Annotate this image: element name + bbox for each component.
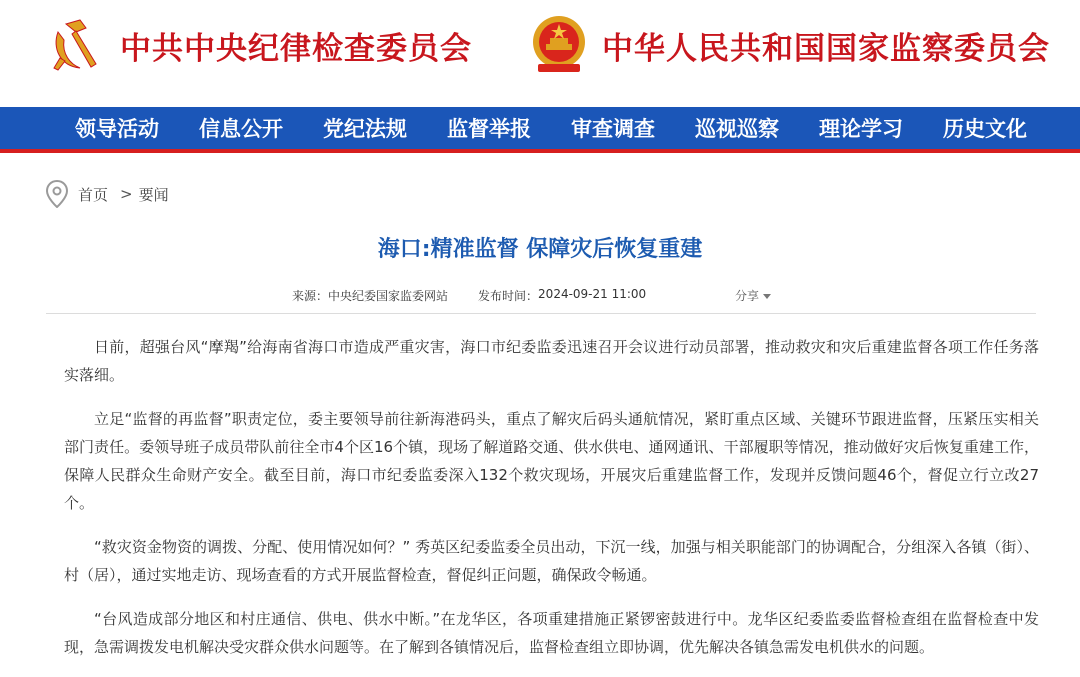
nav-item-history[interactable]: 历史文化 <box>943 116 1027 141</box>
chevron-down-icon <box>763 294 771 299</box>
nav-item-inspection[interactable]: 巡视巡察 <box>695 116 779 141</box>
nav-divider <box>0 149 1080 153</box>
nsc-name: 中华人民共和国国家监察委员会 <box>602 30 1050 67</box>
main-nav <box>0 107 1080 149</box>
share-label: 分享 <box>735 289 760 303</box>
article-title: 海口:精准监督 保障灾后恢复重建 <box>377 237 703 262</box>
breadcrumb <box>46 180 169 208</box>
nsc-logo[interactable] <box>528 14 1050 76</box>
publish-time-label: 发布时间： <box>478 289 539 303</box>
breadcrumb-news[interactable]: 要闻 <box>138 185 169 204</box>
ccdi-logo[interactable] <box>46 14 472 76</box>
article-paragraph: “台风造成部分地区和村庄通信、供电、供水中断。”在龙华区，各项重建措施正紧锣密鼓进行中。龙华区纪委监委监督检查组在监督检查中发现，急需调拨发电机解决受灾群众供水问题等。在了解到各镇情况后，监督检查组立即协调，优先解决各镇急需发电机供水的问题。 <box>64 610 1039 656</box>
source-value: 中央纪委国家监委网站 <box>328 289 449 303</box>
nav-item-leadership[interactable]: 领导活动 <box>75 116 159 141</box>
publish-time-value: 2024-09-21 11:00 <box>538 287 647 301</box>
national-emblem-icon <box>528 14 590 76</box>
source-label: 来源： <box>292 289 329 303</box>
ccdi-name: 中共中央纪律检查委员会 <box>120 30 472 67</box>
breadcrumb-home[interactable]: 首页 <box>78 185 109 204</box>
location-pin-icon <box>46 180 68 208</box>
nav-item-info-disclosure[interactable]: 信息公开 <box>199 116 283 141</box>
nav-item-investigation[interactable]: 审查调查 <box>571 116 655 141</box>
site-header <box>0 0 1080 107</box>
article-meta <box>292 287 646 304</box>
nav-item-theory[interactable]: 理论学习 <box>819 116 903 141</box>
meta-divider <box>46 313 1036 314</box>
article-paragraph: “救灾资金物资的调拨、分配、使用情况如何？” 秀英区纪委监委全员出动，下沉一线，加强与相关职能部门的协调配合，分组深入各镇（街）、村（居），通过实地走访、现场查看的方式开展监督检查，督促纠正问题，确保政令畅通。 <box>64 538 1039 584</box>
party-emblem-icon <box>46 14 108 76</box>
nav-item-report[interactable]: 监督举报 <box>447 116 531 141</box>
breadcrumb-separator: > <box>120 185 133 203</box>
share-button[interactable] <box>735 287 771 304</box>
article-body <box>64 333 1039 677</box>
article-paragraph: 立足“监督的再监督”职责定位，委主要领导前往新海港码头，重点了解灾后码头通航情况，紧盯重点区域、关键环节跟进监督，压紧压实相关部门责任。委领导班子成员带队前往全市4个区16个镇，现场了解道路交通、供水供电、通网通讯、干部履职等情况，推动做好灾后恢复重建工作，保障人民群众生命财产安全。截至目前，海口市纪委监委深入132个救灾现场，开展灾后重建监督工作，发现并反馈问题46个，督促立行立改27个。 <box>64 410 1039 512</box>
article-paragraph: 日前，超强台风“摩羯”给海南省海口市造成严重灾害，海口市纪委监委迅速召开会议进行动员部署，推动救灾和灾后重建监督各项工作任务落实落细。 <box>64 338 1039 384</box>
nav-item-party-rules[interactable]: 党纪法规 <box>323 116 407 141</box>
